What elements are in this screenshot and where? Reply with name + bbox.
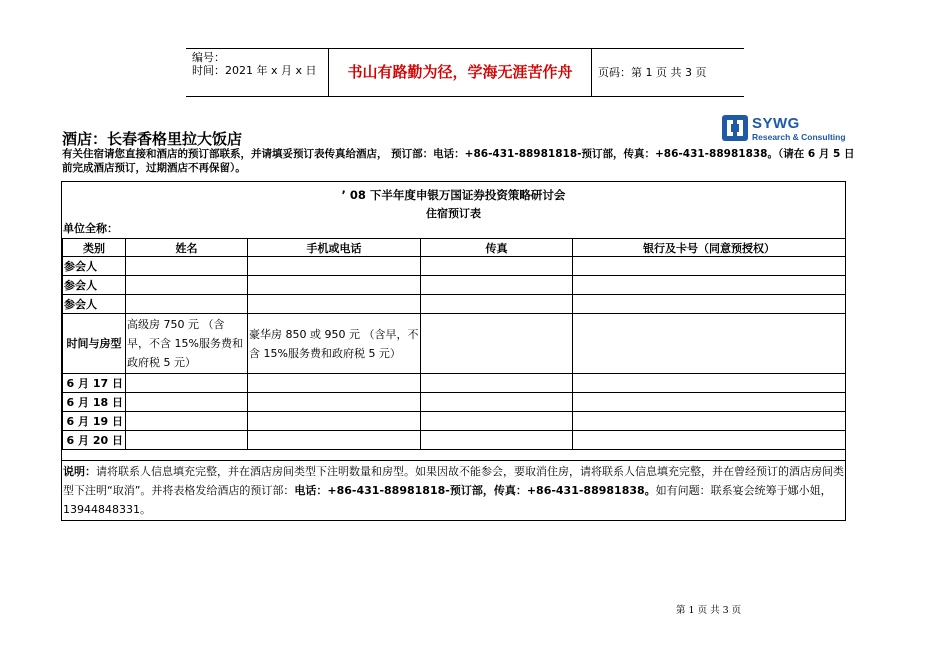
empty-cell [573,393,846,412]
empty-cell [573,412,846,431]
note-label: 说明： [63,465,96,478]
form-title: ’ 08 下半年度申银万国证券投资策略研讨会 [341,188,566,202]
table-row [63,295,846,314]
bank-cell[interactable] [573,276,846,295]
col-header-bank: 银行及卡号（同意预授权） [573,239,846,257]
table-row [63,374,846,393]
form-note [62,460,845,519]
room-empty-cell [421,314,573,374]
logo-subtitle: Research & Consulting [752,132,846,142]
fax-cell[interactable] [421,257,573,276]
page-footer: 第 1 页 共 3 页 [676,605,742,616]
logo-name: SYWG [752,115,800,132]
col-header-category: 类别 [63,239,126,257]
page-header [186,48,744,97]
phone-cell[interactable] [248,276,421,295]
superior-qty-cell[interactable] [126,431,248,450]
name-cell[interactable] [126,257,248,276]
table-row [63,412,846,431]
name-cell[interactable] [126,295,248,314]
booking-form [61,181,846,521]
col-header-phone: 手机或电话 [248,239,421,257]
superior-qty-cell[interactable] [126,412,248,431]
deluxe-qty-cell[interactable] [248,412,421,431]
table-header-row [63,239,846,257]
room-empty-cell [573,314,846,374]
table-row [63,257,846,276]
fax-cell[interactable] [421,295,573,314]
note-question: 如有问题：联系宴会统筹于娜小姐，13944848331。 [63,484,832,516]
superior-qty-cell[interactable] [126,393,248,412]
empty-cell [421,431,573,450]
deluxe-qty-cell[interactable] [248,374,421,393]
room-type-row [63,314,846,374]
name-cell[interactable] [126,276,248,295]
phone-cell[interactable] [248,257,421,276]
bank-cell[interactable] [573,295,846,314]
col-header-name: 姓名 [126,239,248,257]
empty-cell [421,393,573,412]
bank-cell[interactable] [573,257,846,276]
date-label: 6 月 20 日 [63,431,126,450]
hotel-name: 酒店：长春香格里拉大饭店 [62,130,243,148]
date-label: 6 月 18 日 [63,393,126,412]
col-header-fax: 传真 [421,239,573,257]
date-label: 6 月 17 日 [63,374,126,393]
intro-text: 有关住宿请您直接和酒店的预订部联系，并请填妥预订表传真给酒店， 预订部：电话：+86-431-88981818-预订部，传真：+86-431-88981838。（请在 6 月 5 日前完成酒店预订，过期酒店不再保留）。 [62,148,855,174]
empty-cell [573,374,846,393]
superior-qty-cell[interactable] [126,374,248,393]
room-type-label: 时间与房型 [63,314,126,374]
room-type-deluxe: 豪华房 850 或 950 元 （含早，不含 15%服务费和政府税 5 元） [248,314,421,374]
participant-label: 参会人 [63,257,126,276]
deluxe-qty-cell[interactable] [248,393,421,412]
header-meta [186,49,328,96]
table-row [63,393,846,412]
room-type-superior: 高级房 750 元 （含早，不含 15%服务费和政府税 5 元） [126,314,248,374]
empty-cell [421,374,573,393]
form-subtitle: 住宿预订表 [426,207,481,220]
participant-label: 参会人 [63,295,126,314]
phone-cell[interactable] [248,295,421,314]
serial-label: 编号： [192,51,225,64]
date-label: 6 月 19 日 [63,412,126,431]
note-contact: 电话：+86-431-88981818-预订部，传真：+86-431-88981838。 [294,484,656,497]
fax-cell[interactable] [421,276,573,295]
table-row [63,276,846,295]
unit-label: 单位全称： [63,222,118,235]
motto: 书山有路勤为径，学海无涯苦作舟 [328,49,592,96]
empty-cell [573,431,846,450]
booking-table [62,238,846,450]
table-row [63,431,846,450]
deluxe-qty-cell[interactable] [248,431,421,450]
empty-cell [421,412,573,431]
date-text: 时间：2021 年 x 月 x 日 [192,64,317,77]
participant-label: 参会人 [63,276,126,295]
page-info: 页码：第 1 页 共 3 页 [598,66,707,79]
sywg-logo [722,115,844,145]
sywg-logo-icon [722,115,748,141]
note-text: 请将联系人信息填充完整，并在酒店房间类型下注明数量和房型。如果因故不能参会，要取消住房，请将联系人信息填充完整，并在曾经预订的酒店房间类型下注明“取消”。并将表格发给酒店的预订部： [63,465,844,497]
